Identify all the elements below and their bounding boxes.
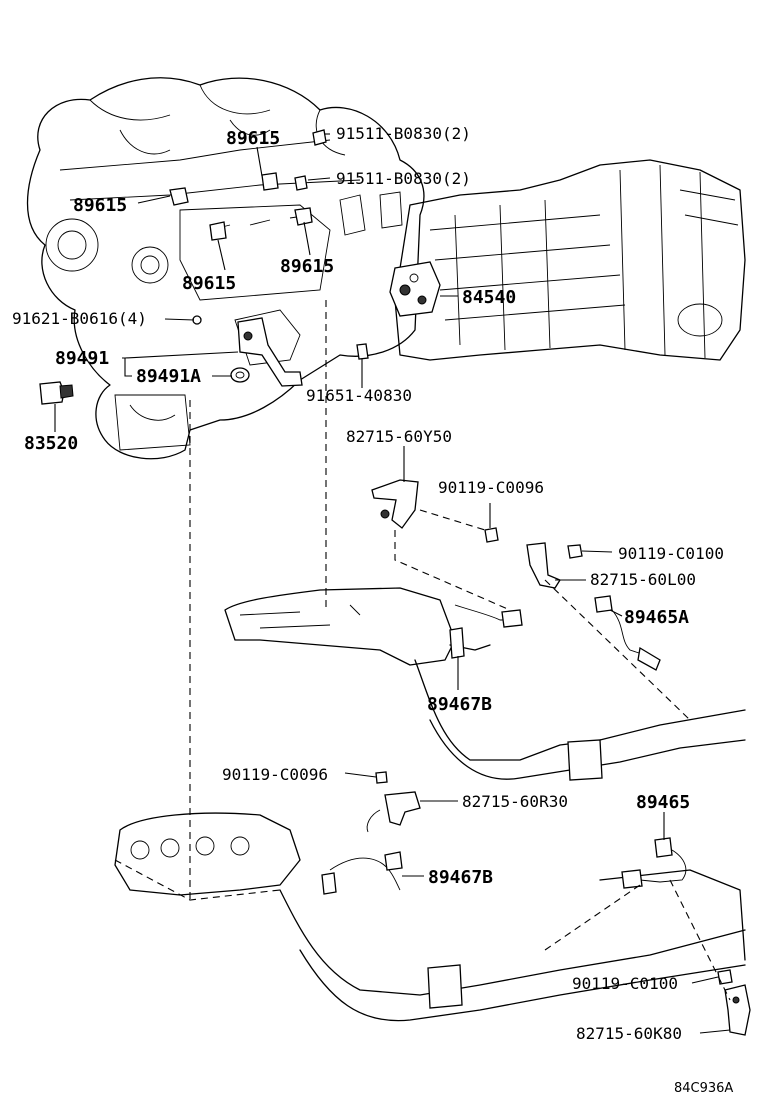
label-82715-60y50: 82715-60Y50 [346, 427, 452, 446]
label-89491: 89491 [55, 348, 110, 369]
label-91651-40830: 91651-40830 [306, 386, 412, 405]
label-90119-c0100-a: 90119-C0100 [618, 544, 724, 563]
label-82715-60l00: 82715-60L00 [590, 570, 696, 589]
oxygen-sensor-upper [450, 605, 522, 658]
transmission-assembly [395, 160, 745, 360]
label-83520: 83520 [24, 433, 79, 454]
label-89615-c: 89615 [182, 273, 237, 294]
oil-pressure-switch [40, 382, 73, 404]
label-90119-c0096-a: 90119-C0096 [438, 478, 544, 497]
label-82715-60k80: 82715-60K80 [576, 1024, 682, 1043]
diagram-id: 84C936A [674, 1081, 734, 1096]
label-89615-d: 89615 [280, 256, 335, 277]
label-82715-60r30: 82715-60R30 [462, 792, 568, 811]
label-89615-b: 89615 [73, 195, 128, 216]
label-89467b-a: 89467B [427, 694, 493, 715]
bracket-60K80 [718, 970, 750, 1035]
bracket-60L00 [527, 543, 582, 588]
label-89615-a: 89615 [226, 128, 281, 149]
relation-lines [115, 300, 730, 1000]
label-91621-b0616: 91621-B0616(4) [12, 309, 147, 328]
label-91511-b0830-a: 91511-B0830(2) [336, 124, 471, 143]
label-84540: 84540 [462, 287, 517, 308]
label-89465: 89465 [636, 792, 691, 813]
label-89467b-b: 89467B [428, 867, 494, 888]
oxygen-sensor-lower [322, 852, 402, 894]
label-89465a: 89465A [624, 607, 690, 628]
bracket-60R30 [367, 772, 420, 832]
neutral-start-switch [390, 262, 440, 316]
label-90119-c0100-b: 90119-C0100 [572, 974, 678, 993]
oxygen-sensor-89465 [622, 838, 686, 888]
label-91511-b0830-b: 91511-B0830(2) [336, 169, 471, 188]
label-90119-c0096-b: 90119-C0096 [222, 765, 328, 784]
label-89491a: 89491A [136, 366, 202, 387]
part-labels [12, 124, 733, 1096]
